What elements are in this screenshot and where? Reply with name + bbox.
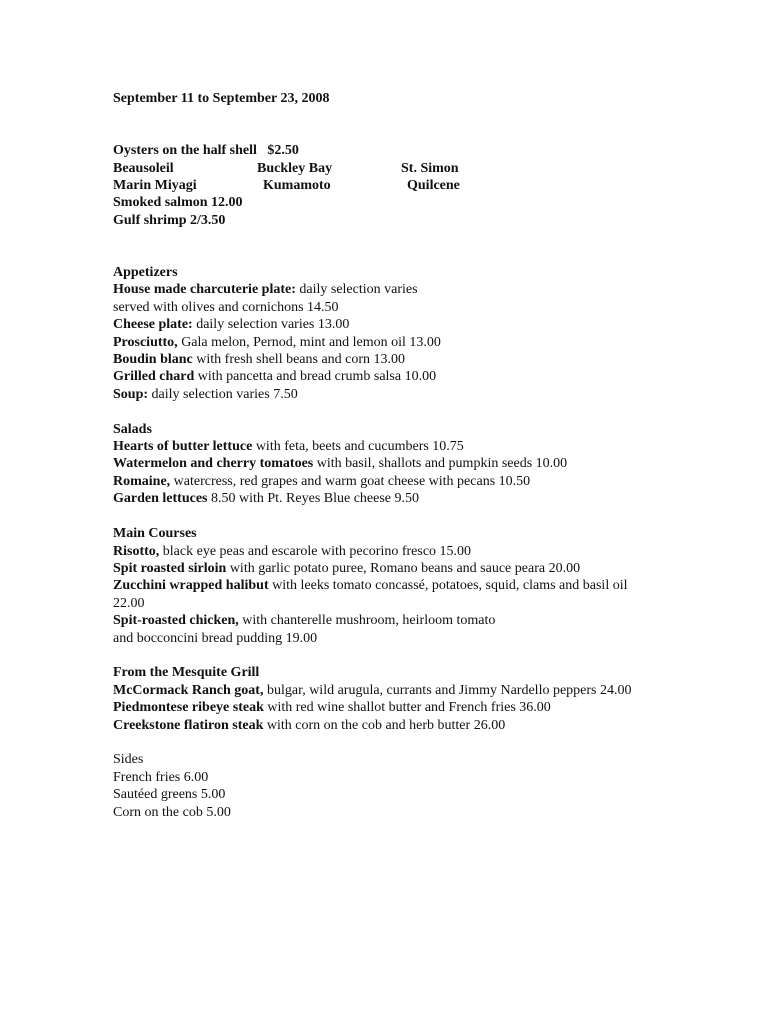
oysters-section [113,142,658,229]
item-desc: with garlic potato puree, Romano beans and sauce peara 20.00 [226,560,581,576]
item-name: Risotto, [113,543,160,559]
oyster-name: St. Simon [401,160,459,176]
menu-item [113,560,658,577]
item-name: Boudin blanc [113,352,193,368]
oyster-name: Kumamoto [263,178,331,194]
item-name: Spit-roasted chicken, [113,613,239,629]
item-name: Soup: [113,386,149,402]
smoked-salmon: Smoked salmon 12.00 [113,195,243,211]
item-name: Zucchini wrapped halibut [113,578,269,594]
menu-item [113,577,658,612]
item-desc: black eye peas and escarole with pecorino fresco 15.00 [159,543,472,559]
section-title: From the Mesquite Grill [113,665,260,681]
item-name: Garden lettuces [113,491,208,507]
menu-item [113,316,658,333]
item-name: Spit roasted sirloin [113,560,227,576]
menu-item [113,543,658,560]
oyster-name: Buckley Bay [257,160,333,176]
menu-item [113,368,658,385]
oyster-row [113,160,658,177]
oysters-heading: Oysters on the half shell $2.50 [113,143,299,159]
item-name: McCormack Ranch goat, [113,682,264,698]
item-name: Hearts of butter lettuce [113,439,253,455]
item-desc: with leeks tomato concassé, potatoes, squid, clams and basil oil 22.00 [113,578,628,611]
item-desc: with red wine shallot butter and French fries 36.00 [263,700,551,716]
item-desc: with pancetta and bread crumb salsa 10.00 [194,369,437,385]
item-desc: with chanterelle mushroom, heirloom tomato [238,613,496,629]
item-name: Grilled chard [113,369,195,385]
item-desc: daily selection varies [295,282,418,298]
item-desc: with basil, shallots and pumpkin seeds 10.00 [313,456,568,472]
mesquite-grill-section [113,664,658,734]
main-courses-section [113,525,658,647]
gulf-shrimp: Gulf shrimp 2/3.50 [113,212,226,228]
item-name: Cheese plate: [113,317,193,333]
item-desc: with corn on the cob and herb butter 26.00 [263,717,506,733]
menu-item [113,682,658,699]
item-name: Prosciutto, [113,334,178,350]
item-name: Creekstone flatiron steak [113,717,264,733]
menu-item [113,334,658,351]
menu-item [113,281,658,298]
item-name: Watermelon and cherry tomatoes [113,456,314,472]
menu-item [113,699,658,716]
item-desc: Gala melon, Pernod, mint and lemon oil 13.00 [177,334,441,350]
menu-item [113,630,658,647]
section-title: Appetizers [113,265,178,281]
menu-page [113,90,658,821]
menu-item [113,717,658,734]
item-desc: watercress, red grapes and warm goat cheese with pecans 10.50 [170,473,531,489]
menu-item [113,490,658,507]
item-desc: daily selection varies 13.00 [192,317,350,333]
item-desc: 8.50 with Pt. Reyes Blue cheese 9.50 [207,491,420,507]
item-desc: daily selection varies 7.50 [148,386,298,402]
salads-section [113,421,658,508]
oyster-name: Quilcene [407,178,460,194]
menu-item [113,386,658,403]
item-desc: and bocconcini bread pudding 19.00 [113,630,318,646]
side-item: Corn on the cob 5.00 [113,804,231,820]
menu-item [113,299,658,316]
sides-section [113,751,658,821]
section-title: Salads [113,421,152,437]
menu-item [113,455,658,472]
section-title: Sides [113,752,144,768]
menu-item [113,351,658,368]
item-name: Romaine, [113,473,171,489]
item-desc: bulgar, wild arugula, currants and Jimmy Nardello peppers 24.00 [263,682,632,698]
side-item: French fries 6.00 [113,769,209,785]
oyster-name: Beausoleil [113,160,174,176]
oyster-row [113,177,658,194]
date-range: September 11 to September 23, 2008 [113,91,330,106]
menu-item [113,438,658,455]
section-title: Main Courses [113,526,197,542]
item-name: Piedmontese ribeye steak [113,700,264,716]
menu-item [113,473,658,490]
side-item: Sautéed greens 5.00 [113,787,226,803]
item-desc: served with olives and cornichons 14.50 [113,299,339,315]
item-desc: with fresh shell beans and corn 13.00 [192,352,406,368]
oyster-name: Marin Miyagi [113,178,197,194]
item-desc: with feta, beets and cucumbers 10.75 [252,439,464,455]
menu-item [113,612,658,629]
appetizers-section [113,264,658,403]
item-name: House made charcuterie plate: [113,282,296,298]
